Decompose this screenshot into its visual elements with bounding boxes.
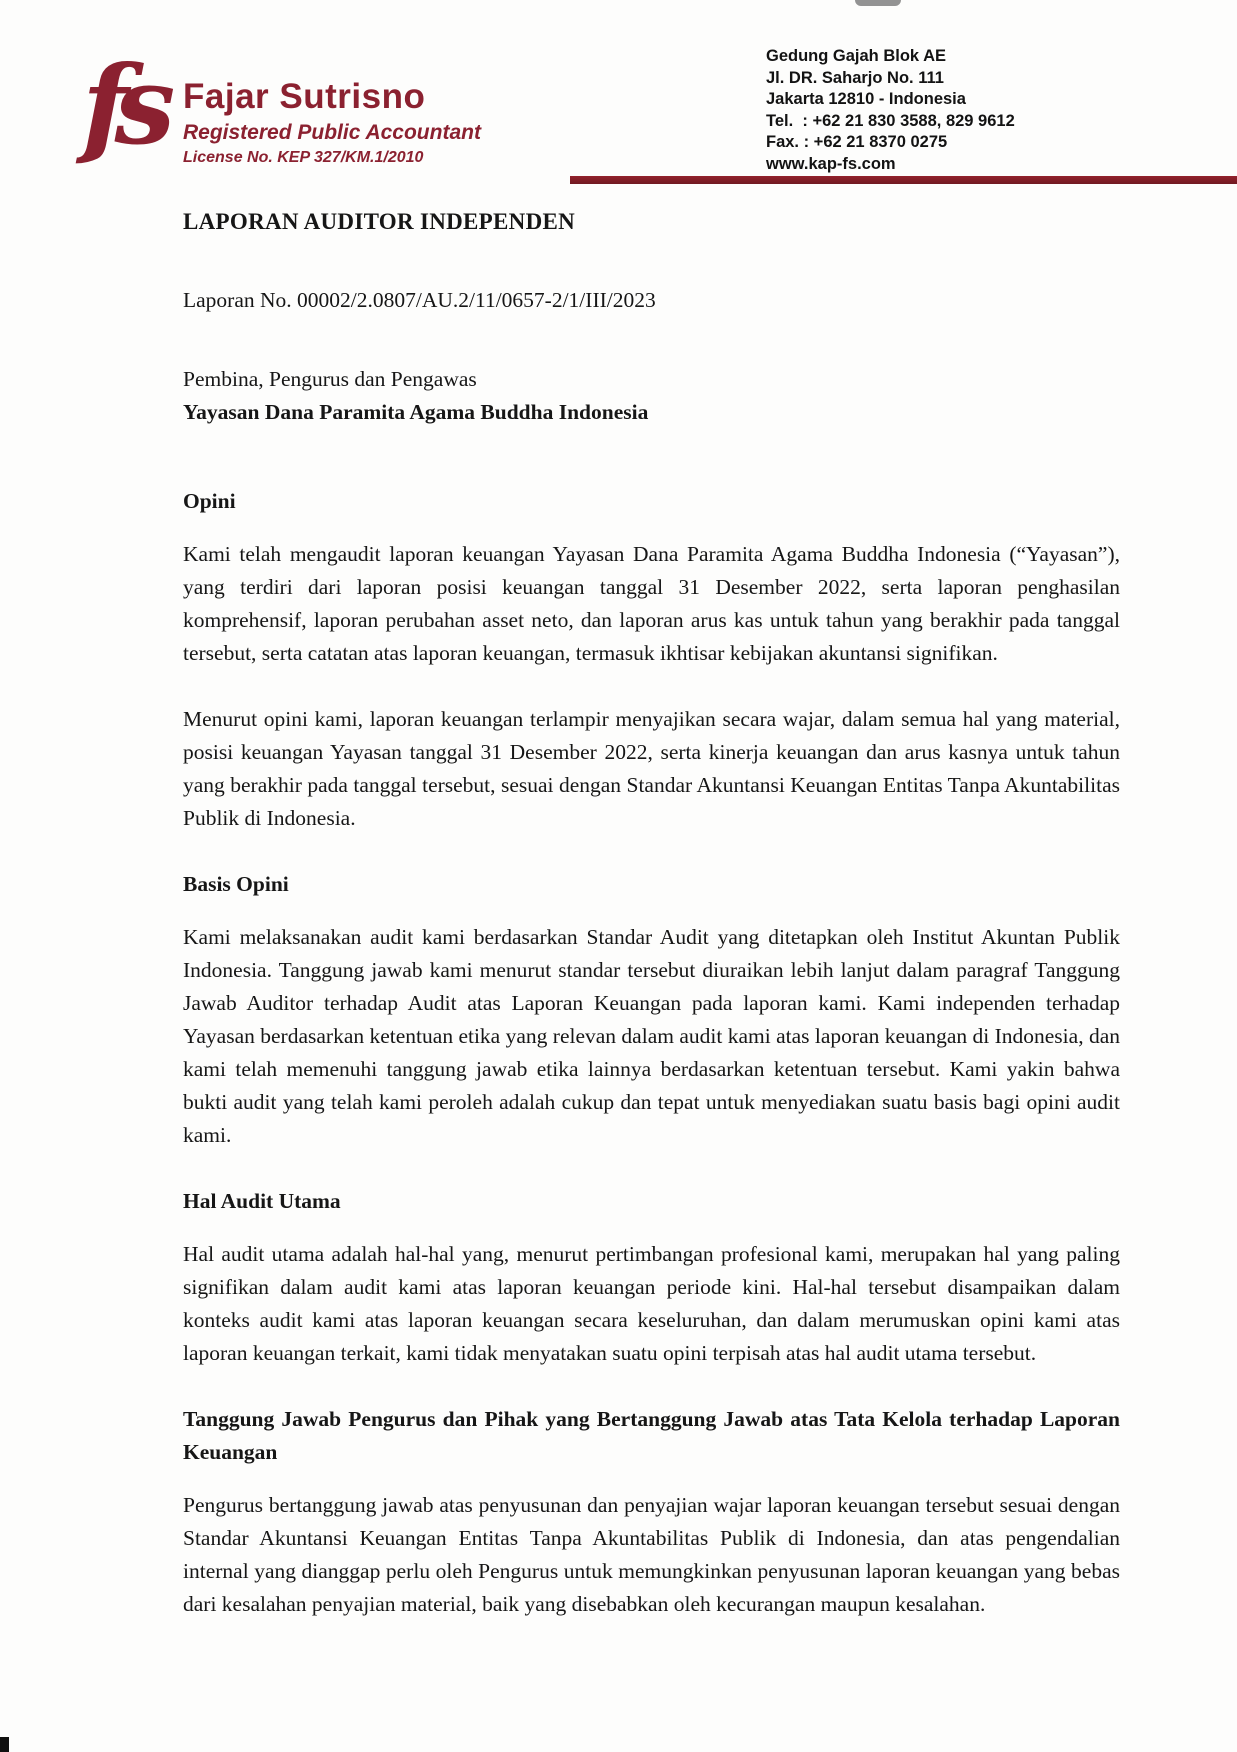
report-body	[183, 205, 1120, 1654]
scan-artifact-top	[855, 0, 901, 6]
header-divider-rule	[570, 176, 1237, 184]
firm-name: Fajar Sutrisno	[183, 77, 426, 116]
section-heading-opini: Opini	[183, 489, 236, 513]
paragraph: Kami telah mengaudit laporan keuangan Yayasan Dana Paramita Agama Buddha Indonesia (“Yayasan”), yang terdiri dari laporan posisi keuangan tanggal 31 Desember 2022, serta laporan penghasilan komprehensif, laporan perubahan asset neto, dan laporan arus kas untuk tahun yang berakhir pada tanggal tersebut, serta catatan atas laporan keuangan, termasuk ikhtisar kebijakan akuntansi signifikan.	[183, 542, 1120, 665]
addressee-entity: Yayasan Dana Paramita Agama Buddha Indonesia	[183, 400, 649, 424]
paragraph: Kami melaksanakan audit kami berdasarkan Standar Audit yang ditetapkan oleh Institut Akuntan Publik Indonesia. Tanggung jawab kami menurut standar tersebut diuraikan lebih lanjut dalam paragraf Tanggung Jawab Auditor terhadap Audit atas Laporan Keuangan pada laporan kami. Kami independen terhadap Yayasan berdasarkan ketentuan etika yang relevan dalam audit kami atas laporan keuangan di Indonesia, dan kami telah memenuhi tanggung jawab etika lainnya berdasarkan ketentuan tersebut. Kami yakin bahwa bukti audit yang telah kami peroleh adalah cukup dan tepat untuk menyediakan suatu basis bagi opini audit kami.	[183, 925, 1120, 1147]
addressee-roles: Pembina, Pengurus dan Pengawas	[183, 367, 477, 391]
scan-artifact-corner	[0, 1737, 9, 1752]
address-tel: Tel. : +62 21 830 3588, 829 9612	[766, 111, 1015, 130]
section-tanggung-jawab	[183, 1403, 1120, 1621]
address-city: Jakarta 12810 - Indonesia	[766, 90, 966, 108]
section-opini	[183, 485, 1120, 835]
report-title: LAPORAN AUDITOR INDEPENDEN	[183, 209, 576, 234]
section-heading-tanggung-jawab: Tanggung Jawab Pengurus dan Pihak yang Bertanggung Jawab atas Tata Kelola terhadap Laporan Keuangan	[183, 1407, 1120, 1464]
firm-address-block	[766, 46, 1015, 175]
address-street: Jl. DR. Saharjo No. 111	[766, 68, 944, 87]
paragraph: Menurut opini kami, laporan keuangan terlampir menyajikan secara wajar, dalam semua hal yang material, posisi keuangan Yayasan tanggal 31 Desember 2022, serta kinerja keuangan dan arus kasnya untuk tahun yang berakhir pada tanggal tersebut, sesuai dengan Standar Akuntansi Keuangan Entitas Tanpa Akuntabilitas Publik di Indonesia.	[183, 707, 1120, 830]
section-heading-basis-opini: Basis Opini	[183, 872, 289, 896]
paragraph: Hal audit utama adalah hal-hal yang, menurut pertimbangan profesional kami, merupakan hal yang paling signifikan dalam audit kami atas laporan keuangan periode kini. Hal-hal tersebut disampaikan dalam konteks audit kami atas laporan keuangan secara keseluruhan, dan dalam merumuskan opini kami atas laporan keuangan terkait, kami tidak menyatakan suatu opini terpisah atas hal audit utama tersebut.	[183, 1242, 1120, 1365]
paragraph: Pengurus bertanggung jawab atas penyusunan dan penyajian wajar laporan keuangan tersebut sesuai dengan Standar Akuntansi Keuangan Entitas Tanpa Akuntabilitas Publik di Indonesia, dan atas pengendalian internal yang dianggap perlu oleh Pengurus untuk memungkinkan penyusunan laporan keuangan yang bebas dari kesalahan penyajian material, baik yang disebabkan oleh kecurangan maupun kesalahan.	[183, 1493, 1120, 1616]
section-heading-hal-audit-utama: Hal Audit Utama	[183, 1189, 341, 1213]
section-hal-audit-utama	[183, 1185, 1120, 1370]
section-basis-opini	[183, 868, 1120, 1152]
letterhead-brand	[183, 78, 481, 168]
address-website: www.kap-fs.com	[766, 154, 896, 173]
firm-subtitle: Registered Public Accountant	[183, 121, 481, 144]
address-fax: Fax. : +62 21 8370 0275	[766, 133, 948, 151]
report-number: Laporan No. 00002/2.0807/AU.2/11/0657-2/1/III/2023	[183, 288, 656, 312]
address-building: Gedung Gajah Blok AE	[766, 47, 946, 65]
firm-license: License No. KEP 327/KM.1/2010	[183, 149, 424, 166]
firm-logo-icon: fs	[82, 43, 162, 169]
